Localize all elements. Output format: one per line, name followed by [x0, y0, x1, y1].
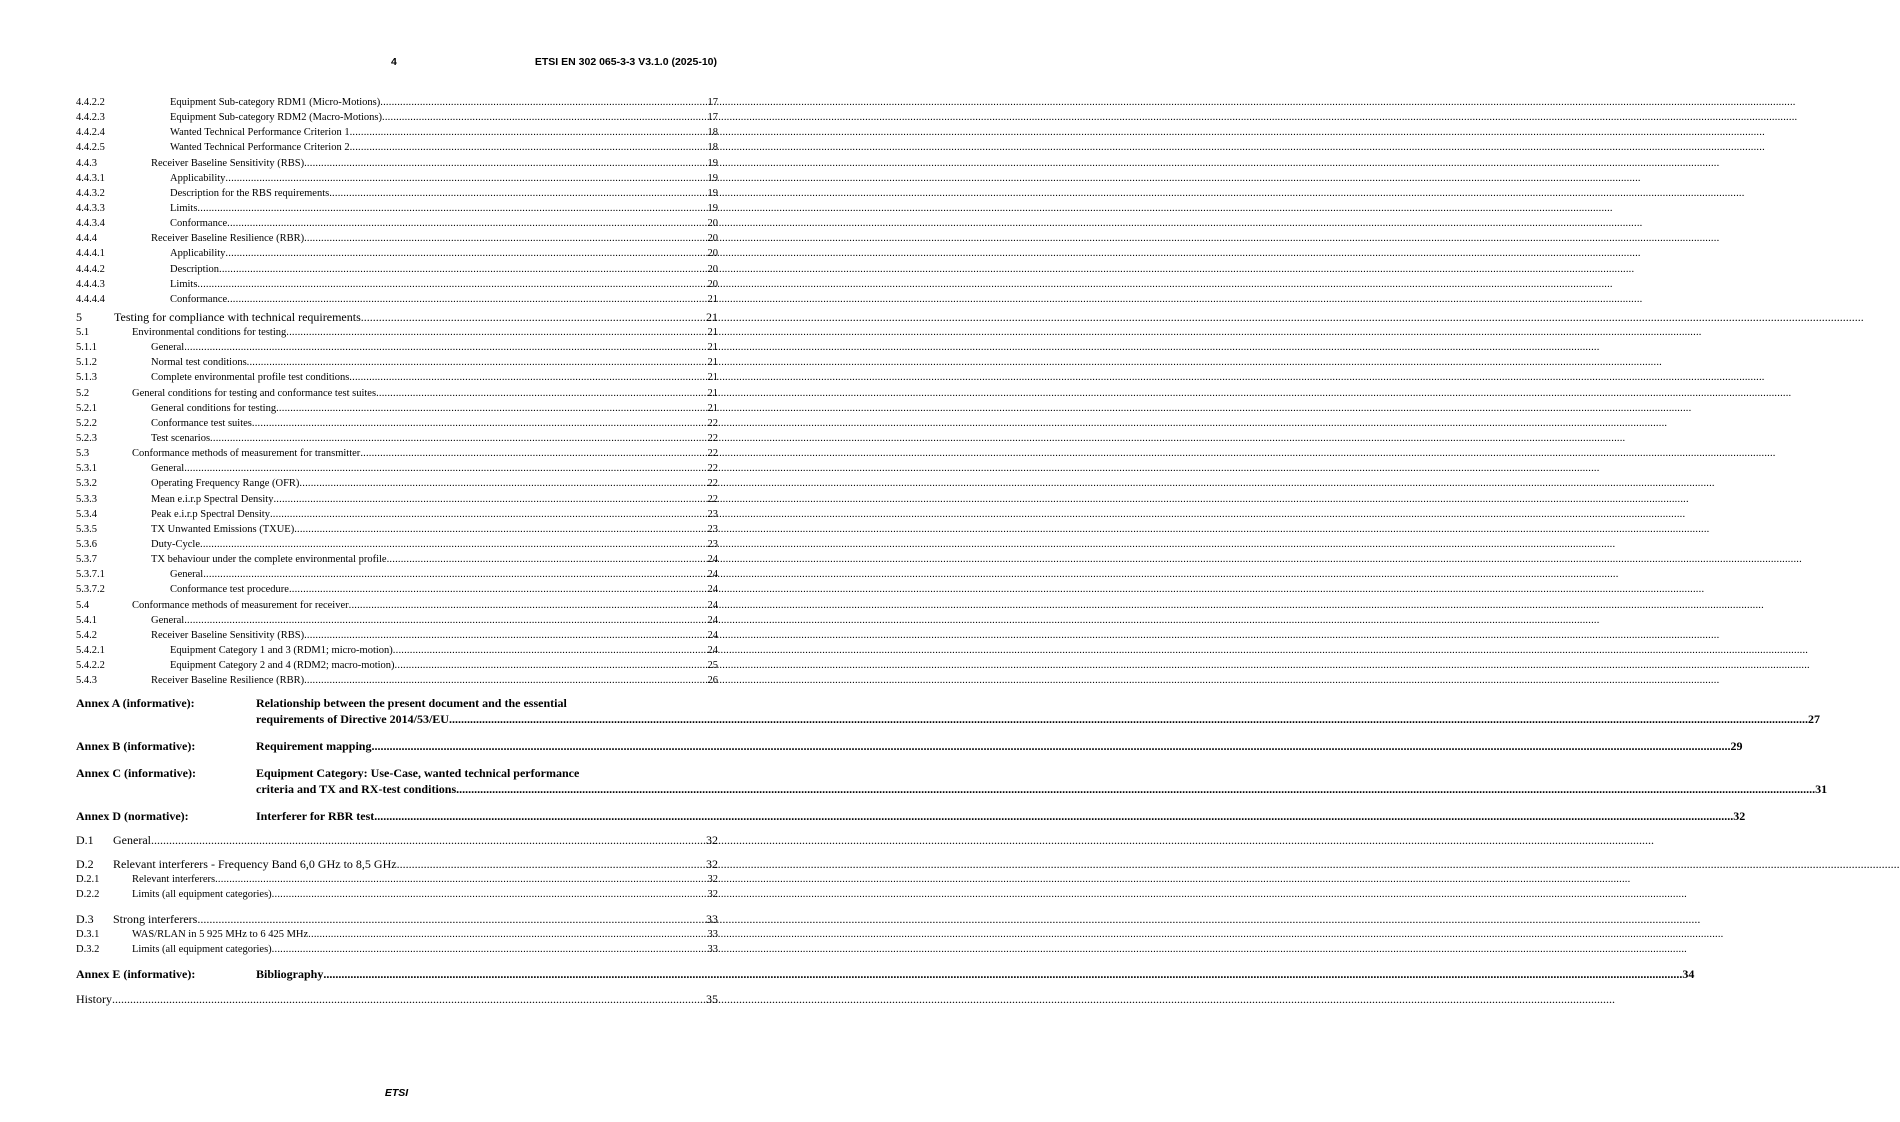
- toc-entry-title: Relevant interferers - Frequency Band 6,0 GHz to 8,5 GHz: [113, 857, 397, 872]
- dot-leader: [151, 832, 706, 848]
- dot-leader: [361, 309, 706, 325]
- toc-entry-page: 18: [707, 127, 718, 139]
- dot-leader: [323, 966, 1682, 982]
- toc-entry[interactable]: 4.4.3.1 Applicability ..... 19: [76, 171, 718, 186]
- annex-title: Bibliography: [256, 966, 324, 981]
- toc-entry-title: Conformance methods of measurement for receiver: [132, 599, 349, 611]
- toc-entry-title: Receiver Baseline Resilience (RBR): [151, 233, 305, 245]
- toc-entry-title: General conditions for testing and conformance test suites: [132, 387, 377, 399]
- dot-leader: [349, 370, 707, 385]
- toc-entry-page: 22: [707, 417, 718, 429]
- toc-entry-title: Receiver Baseline Sensitivity (RBS): [151, 157, 305, 169]
- toc-entry-page: 26: [707, 675, 718, 687]
- toc-entry-d1[interactable]: D.1 General ..... 32: [76, 832, 718, 848]
- toc-entry-page: 29: [1730, 739, 1743, 754]
- toc-entry[interactable]: 5.3.2 Operating Frequency Range (OFR) ..... 22: [76, 476, 718, 491]
- toc-entry-title: General: [170, 569, 204, 581]
- dot-leader: [273, 492, 707, 507]
- toc-entry-clause-5[interactable]: 5 Testing for compliance with technical requirements ..... 21: [76, 309, 718, 325]
- dot-leader: [247, 355, 708, 370]
- toc-entry-title: Equipment Sub-category RDM1 (Micro-Motions): [170, 97, 381, 108]
- dot-leader: [304, 628, 707, 643]
- toc-entry[interactable]: 5.1 Environmental conditions for testing ..... 21: [76, 325, 718, 340]
- toc-entry-title: Complete environmental profile test conditions: [151, 372, 350, 384]
- toc-entry[interactable]: D.2.1 Relevant interferers ..... 32: [76, 872, 718, 887]
- toc-entry[interactable]: 4.4.2.2 Equipment Sub-category RDM1 (Micro-Motions) ..... 17: [76, 95, 718, 110]
- toc-entry-page: 24: [707, 644, 718, 656]
- dot-leader: [227, 292, 707, 307]
- dot-leader: [225, 171, 707, 186]
- toc-entry[interactable]: 4.4.2.5 Wanted Technical Performance Criterion 2 ..... 18: [76, 140, 718, 155]
- toc-entry[interactable]: 5.3 Conformance methods of measurement for transmitter ..... 22: [76, 446, 718, 461]
- toc-clause-4-entries: [76, 95, 718, 307]
- toc-entry[interactable]: 4.4.3 Receiver Baseline Sensitivity (RBS) ..... 19: [76, 156, 718, 171]
- dot-leader: [200, 537, 708, 552]
- toc-entry-title: Normal test conditions: [151, 357, 247, 369]
- toc-d3-subentries: [76, 927, 718, 957]
- toc-entry-title: Receiver Baseline Resilience (RBR): [151, 675, 305, 687]
- toc-entry-title: Description: [170, 263, 219, 275]
- dot-leader: [449, 711, 1808, 727]
- toc-entry[interactable]: 5.3.5 TX Unwanted Emissions (TXUE) ..... 23: [76, 522, 718, 537]
- toc-entry-title: Limits (all equipment categories): [132, 889, 272, 901]
- dot-leader: [219, 262, 708, 277]
- dot-leader: [380, 95, 707, 110]
- toc-entry[interactable]: 5.3.4 Peak e.i.r.p Spectral Density ..... 23: [76, 507, 718, 522]
- toc-entry-page: 22: [707, 463, 718, 475]
- toc-entry-title: Relevant interferers: [132, 874, 216, 886]
- toc-entry-page: 24: [707, 569, 718, 581]
- dot-leader: [304, 231, 707, 246]
- dot-leader: [294, 522, 707, 537]
- toc-entry-page: 23: [707, 523, 718, 535]
- toc-entry-page: 22: [707, 478, 718, 490]
- toc-entry-page: 22: [707, 493, 718, 505]
- toc-entry-page: 32: [707, 889, 718, 901]
- dot-leader: [184, 613, 707, 628]
- toc-entry-title: General: [151, 463, 185, 475]
- toc-entry-page: 32: [706, 857, 718, 872]
- toc-entry[interactable]: 5.2.1 General conditions for testing ..... 21: [76, 401, 718, 416]
- dot-leader: [393, 643, 708, 658]
- toc-entry[interactable]: 4.4.3.4 Conformance ..... 20: [76, 216, 718, 231]
- toc-entry-page: 33: [707, 928, 718, 940]
- dot-leader: [270, 507, 708, 522]
- toc-entry[interactable]: 5.4 Conformance methods of measurement for receiver ..... 24: [76, 598, 718, 613]
- toc-entry-title: Limits: [170, 202, 198, 214]
- toc-entry-page: 35: [706, 991, 718, 1006]
- toc-entry[interactable]: 5.3.1 General ..... 22: [76, 461, 718, 476]
- toc-entry-title: General conditions for testing: [151, 402, 277, 414]
- toc-entry-title: Limits: [170, 278, 198, 290]
- page-number: 4: [391, 56, 397, 68]
- dot-leader: [272, 942, 708, 957]
- toc-entry-title: General: [151, 342, 185, 354]
- toc-entry-page: 20: [707, 263, 718, 275]
- toc-entry-page: 22: [707, 432, 718, 444]
- toc-entry-annex-c[interactable]: [76, 765, 1828, 797]
- annex-title: Interferer for RBR test: [256, 809, 375, 824]
- toc-entry-title: History: [76, 991, 112, 1006]
- dot-leader: [197, 911, 706, 927]
- toc-entry[interactable]: 5.3.3 Mean e.i.r.p Spectral Density ..... 22: [76, 492, 718, 507]
- toc-entry-d2[interactable]: D.2 Relevant interferers - Frequency Band 6,0 GHz to 8,5 GHz ..... 32: [76, 856, 718, 872]
- toc-entry-page: 24: [707, 629, 718, 641]
- dot-leader: [227, 216, 707, 231]
- dot-leader: [197, 277, 707, 292]
- toc-entry-page: 20: [707, 218, 718, 230]
- toc-entry[interactable]: 5.3.7.2 Conformance test procedure ..... 24: [76, 582, 718, 597]
- toc-entry-annex-b[interactable]: [76, 738, 1743, 754]
- toc-entry-page: 24: [707, 554, 718, 566]
- toc-entry-title: Peak e.i.r.p Spectral Density: [151, 508, 270, 520]
- toc-entry-page: 25: [707, 660, 718, 672]
- toc-entry-title: Environmental conditions for testing: [132, 326, 287, 338]
- dot-leader: [112, 991, 706, 1007]
- toc-entry-title: Operating Frequency Range (OFR): [151, 478, 300, 490]
- toc-entry-title: TX behaviour under the complete environmental profile: [151, 554, 387, 566]
- toc-entry-title: WAS/RLAN in 5 925 MHz to 6 425 MHz: [132, 928, 309, 940]
- toc-entry[interactable]: 5.4.2.2 Equipment Category 2 and 4 (RDM2; macro-motion) ..... 25: [76, 658, 718, 673]
- toc-entry-title: Applicability: [170, 248, 226, 260]
- annex-title-line-1: Relationship between the present document and the essential: [256, 696, 567, 711]
- toc-entry-page: 19: [707, 172, 718, 184]
- toc-entry-page: 21: [707, 387, 718, 399]
- page-header: [0, 56, 793, 70]
- toc-entry-page: 21: [707, 372, 718, 384]
- toc-entry[interactable]: 5.1.3 Complete environmental profile test conditions ..... 21: [76, 370, 718, 385]
- dot-leader: [397, 856, 706, 872]
- toc-entry[interactable]: D.3.1 WAS/RLAN in 5 925 MHz to 6 425 MHz ..... 33: [76, 927, 718, 942]
- annex-label: Annex A (informative):: [76, 696, 195, 711]
- dot-leader: [360, 446, 707, 461]
- toc-entry-page: 19: [707, 187, 718, 199]
- toc-entry[interactable]: D.3.2 Limits (all equipment categories) ..... 33: [76, 942, 718, 957]
- toc-entry-title: General: [113, 833, 151, 848]
- toc-entry[interactable]: 4.4.4.2 Description ..... 20: [76, 262, 718, 277]
- toc-entry[interactable]: 4.4.4.3 Limits ..... 20: [76, 277, 718, 292]
- toc-entry[interactable]: 4.4.3.2 Description for the RBS requirements ..... 19: [76, 186, 718, 201]
- toc-entry-page: 33: [706, 911, 718, 926]
- toc-entry-title: Strong interferers: [113, 911, 198, 926]
- dot-leader: [215, 872, 707, 887]
- toc-entry-page: 21: [707, 293, 718, 305]
- toc-entry-page: 21: [706, 309, 718, 324]
- dot-leader: [374, 808, 1733, 824]
- dot-leader: [203, 567, 707, 582]
- toc-entry-title: Conformance test procedure: [170, 584, 289, 596]
- dot-leader: [387, 552, 708, 567]
- dot-leader: [376, 386, 707, 401]
- document-reference: ETSI EN 302 065-3-3 V3.1.0 (2025-10): [534, 56, 717, 68]
- annex-label: Annex D (normative):: [76, 809, 189, 824]
- toc-entry-page: 23: [707, 508, 718, 520]
- toc-entry-annex-d[interactable]: [76, 808, 1746, 824]
- toc-entry-title: Wanted Technical Performance Criterion 2: [170, 142, 350, 154]
- dot-leader: [276, 401, 707, 416]
- toc-entry[interactable]: D.2.2 Limits (all equipment categories) ..... 32: [76, 887, 718, 902]
- dot-leader: [289, 582, 708, 597]
- toc-entry[interactable]: 4.4.4.1 Applicability ..... 20: [76, 246, 718, 261]
- toc-entry-title: Equipment Category 1 and 3 (RDM1; micro-motion): [170, 644, 393, 656]
- dot-leader: [395, 658, 708, 673]
- dot-leader: [210, 431, 707, 446]
- toc-entry-page: 20: [707, 278, 718, 290]
- table-of-contents: [76, 95, 1828, 1007]
- toc-entry[interactable]: 5.4.3 Receiver Baseline Resilience (RBR) ..... 26: [76, 673, 718, 688]
- toc-entry-page: 21: [707, 326, 718, 338]
- dot-leader: [304, 156, 707, 171]
- annex-title-line-2: requirements of Directive 2014/53/EU: [256, 712, 449, 727]
- toc-entry-page: 31: [1815, 782, 1828, 797]
- annex-label: Annex C (informative):: [76, 766, 196, 781]
- toc-entry[interactable]: 5.2.2 Conformance test suites ..... 22: [76, 416, 718, 431]
- dot-leader: [308, 927, 707, 942]
- toc-entry-title: Equipment Sub-category RDM2 (Macro-Motions): [170, 112, 383, 124]
- toc-entry[interactable]: 4.4.2.3 Equipment Sub-category RDM2 (Macro-Motions) ..... 17: [76, 110, 718, 125]
- dot-leader: [329, 186, 707, 201]
- toc-entry-page: 32: [1733, 809, 1746, 824]
- dot-leader: [350, 140, 708, 155]
- toc-entry-page: 20: [707, 248, 718, 260]
- toc-entry[interactable]: 5.4.2.1 Equipment Category 1 and 3 (RDM1; micro-motion) ..... 24: [76, 643, 718, 658]
- dot-leader: [456, 781, 1815, 797]
- toc-entry-page: 24: [707, 599, 718, 611]
- toc-entry-title: Description for the RBS requirements: [170, 187, 330, 199]
- toc-d2-subentries: [76, 872, 718, 902]
- toc-entry-title: Mean e.i.r.p Spectral Density: [151, 493, 274, 505]
- toc-entry-page: 19: [707, 202, 718, 214]
- toc-entry[interactable]: 5.3.6 Duty-Cycle ..... 23: [76, 537, 718, 552]
- annex-label: Annex E (informative):: [76, 966, 196, 981]
- toc-entry[interactable]: 5.2 General conditions for testing and conformance test suites ..... 21: [76, 386, 718, 401]
- dot-leader: [304, 673, 707, 688]
- toc-entry-title: Applicability: [170, 172, 226, 184]
- toc-entry[interactable]: 4.4.4 Receiver Baseline Resilience (RBR) ..... 20: [76, 231, 718, 246]
- toc-entry-page: 32: [707, 874, 718, 886]
- toc-entry-title: Conformance: [170, 293, 228, 305]
- toc-entry-title: General: [151, 614, 185, 626]
- toc-entry-page: 24: [707, 584, 718, 596]
- toc-entry[interactable]: 4.4.4.4 Conformance ..... 21: [76, 292, 718, 307]
- toc-entry-page: 20: [707, 233, 718, 245]
- toc-entry-title: Conformance methods of measurement for transmitter: [132, 448, 361, 460]
- toc-entry-title: TX Unwanted Emissions (TXUE): [151, 523, 295, 535]
- annex-label: Annex B (informative):: [76, 739, 196, 754]
- annex-title-line-1: Equipment Category: Use-Case, wanted technical performance: [256, 766, 580, 781]
- toc-entry-title: Wanted Technical Performance Criterion 1: [170, 127, 350, 139]
- toc-entry-title: Conformance: [170, 218, 228, 230]
- page-footer: ETSI: [384, 1087, 409, 1099]
- toc-entry[interactable]: 5.4.1 General ..... 24: [76, 613, 718, 628]
- toc-entry-page: 23: [707, 538, 718, 550]
- toc-entry-title: Equipment Category 2 and 4 (RDM2; macro-motion): [170, 660, 395, 672]
- toc-entry-page: 18: [707, 142, 718, 154]
- toc-entry[interactable]: 4.4.2.4 Wanted Technical Performance Criterion 1 ..... 18: [76, 125, 718, 140]
- toc-entry-page: 24: [707, 614, 718, 626]
- toc-entry-title: Duty-Cycle: [151, 538, 200, 550]
- dot-leader: [252, 416, 708, 431]
- dot-leader: [371, 738, 1730, 754]
- dot-leader: [382, 110, 707, 125]
- toc-entry[interactable]: 5.1.1 General ..... 21: [76, 340, 718, 355]
- toc-entry-d3[interactable]: D.3 Strong interferers ..... 33: [76, 911, 718, 927]
- toc-entry-title: Conformance test suites: [151, 417, 252, 429]
- toc-entry-page: 21: [707, 342, 718, 354]
- toc-entry-history[interactable]: [76, 991, 718, 1007]
- toc-entry-annex-e[interactable]: [76, 966, 1695, 982]
- toc-entry-page: 22: [707, 448, 718, 460]
- toc-entry-title: Limits (all equipment categories): [132, 943, 272, 955]
- toc-entry-title: Receiver Baseline Sensitivity (RBS): [151, 629, 305, 641]
- toc-entry[interactable]: 5.3.7.1 General ..... 24: [76, 567, 718, 582]
- toc-entry[interactable]: 5.4.2 Receiver Baseline Sensitivity (RBS) ..... 24: [76, 628, 718, 643]
- toc-entry-page: 27: [1807, 712, 1820, 727]
- dot-leader: [197, 201, 707, 216]
- toc-entry[interactable]: 5.3.7 TX behaviour under the complete environmental profile ..... 24: [76, 552, 718, 567]
- toc-entry-page: 17: [707, 97, 718, 108]
- toc-entry[interactable]: 5.2.3 Test scenarios ..... 22: [76, 431, 718, 446]
- dot-leader: [299, 476, 707, 491]
- dot-leader: [349, 598, 708, 613]
- toc-entry-title: Test scenarios: [151, 432, 211, 444]
- toc-entry-page: 21: [707, 402, 718, 414]
- toc-entry-title: Testing for compliance with technical requirements: [114, 309, 361, 324]
- toc-entry[interactable]: 4.4.3.3 Limits ..... 19: [76, 201, 718, 216]
- toc-entry-page: 21: [707, 357, 718, 369]
- dot-leader: [286, 325, 707, 340]
- toc-entry-page: 17: [707, 112, 718, 124]
- toc-entry-page: 34: [1682, 966, 1695, 981]
- dot-leader: [350, 125, 708, 140]
- toc-clause-5-entries: [76, 325, 718, 688]
- toc-entry-annex-a[interactable]: [76, 695, 1820, 727]
- dot-leader: [225, 246, 707, 261]
- dot-leader: [184, 461, 707, 476]
- dot-leader: [184, 340, 707, 355]
- dot-leader: [272, 887, 708, 902]
- toc-entry-page: 33: [707, 943, 718, 955]
- toc-entry[interactable]: 5.1.2 Normal test conditions ..... 21: [76, 355, 718, 370]
- annex-title: Requirement mapping: [256, 739, 372, 754]
- annex-title-line-2: criteria and TX and RX-test conditions: [256, 782, 457, 797]
- toc-entry-page: 32: [706, 833, 718, 848]
- toc-entry-page: 19: [707, 157, 718, 169]
